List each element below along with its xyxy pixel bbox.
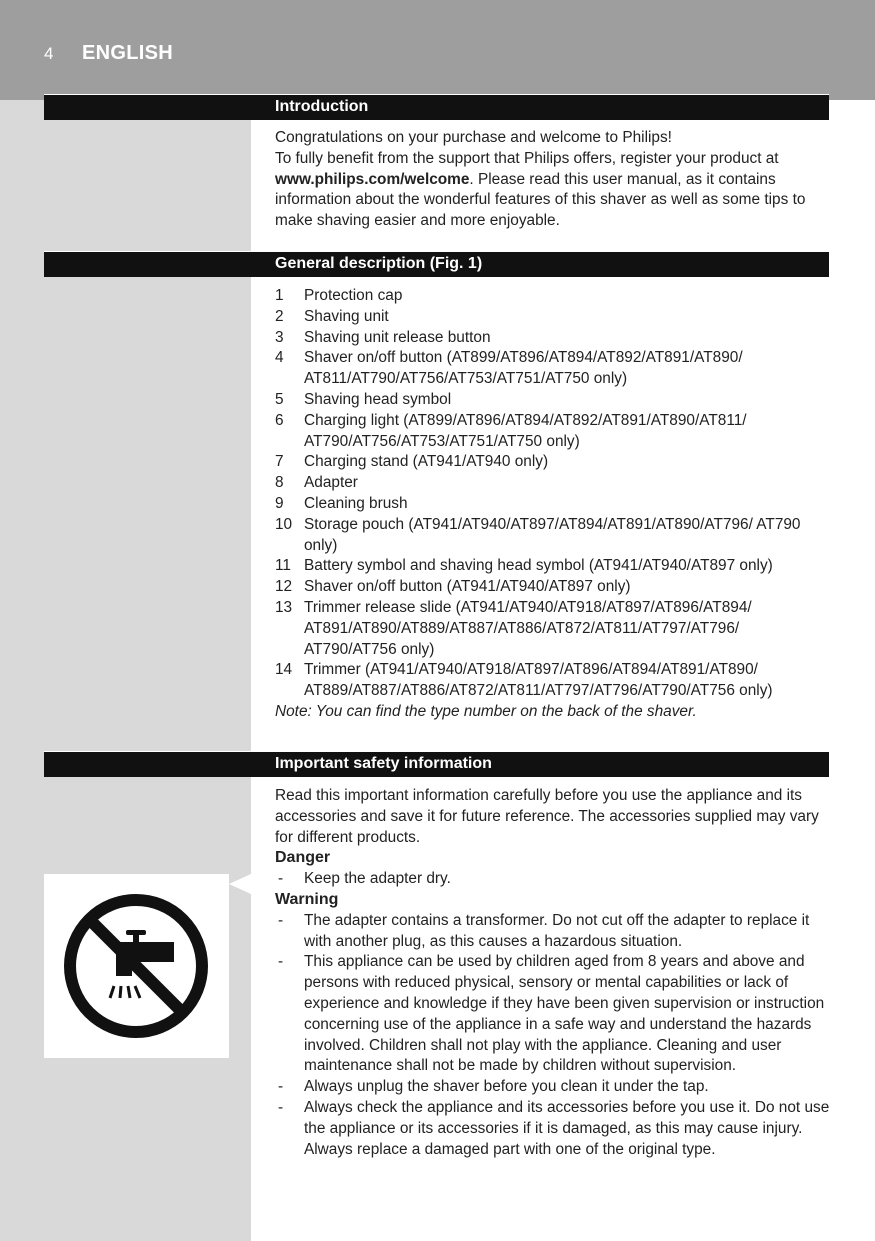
item-number: 8 (275, 474, 284, 492)
list-item (275, 660, 835, 702)
item-number: 5 (275, 390, 284, 408)
item-text: Shaver on/off button (AT899/AT896/AT894/AT892/AT891/AT890/ AT811/AT790/AT756/AT753/AT751/AT750 only) (304, 349, 743, 388)
list-item (275, 307, 835, 328)
no-water-warning-figure (44, 874, 229, 1058)
item-text: Protection cap (304, 287, 403, 304)
no-water-tap-icon (44, 874, 229, 1058)
bullet-text: This appliance can be used by children aged from 8 years and above and persons with reduced physical, sensory or mental capabilities or lack of experience and knowledge if they have been given supervision or instruction concerning use of the appliance in a safe way and understand the hazards involved. Children shall not play with the appliance. Cleaning and user maintenance shall not be made by children without supervision. (304, 953, 825, 1075)
item-text: Shaving unit release button (304, 328, 491, 346)
safety-text (275, 786, 835, 1160)
section-title: Introduction (275, 98, 369, 115)
list-item (275, 494, 835, 515)
item-number: 13 (275, 598, 293, 616)
dash-bullet: - (278, 1098, 284, 1116)
item-number: 6 (275, 411, 284, 429)
figure-pointer (229, 874, 251, 894)
intro-paragraph (275, 149, 835, 232)
philips-url-link[interactable]: www.philips.com/welcome (275, 170, 470, 188)
list-item (275, 286, 835, 307)
section-heading-general-description (44, 251, 829, 277)
section-title: General description (Fig. 1) (275, 255, 483, 272)
intro-text-pre: To fully benefit from the support that Philips offers, register your product at (275, 149, 779, 167)
list-item (275, 390, 835, 411)
safety-intro: Read this important information carefully before you use the appliance and its accessories and save it for future reference. The accessories supplied may vary for different products. (275, 787, 819, 846)
dash-bullet: - (278, 1078, 284, 1096)
dash-bullet: - (278, 911, 284, 929)
bullet-item (275, 1098, 835, 1160)
list-item (275, 411, 835, 453)
item-text: Cleaning brush (304, 494, 408, 512)
item-number: 11 (275, 557, 291, 575)
item-text: Charging stand (AT941/AT940 only) (304, 453, 549, 471)
list-item (275, 452, 835, 473)
list-item (275, 598, 835, 660)
item-number: 9 (275, 494, 284, 512)
item-number: 7 (275, 453, 284, 471)
item-number: 2 (275, 307, 284, 325)
dash-bullet: - (278, 953, 284, 971)
intro-text-post: . Please read this user manual, as it contains information about the wonderful features of this shaver as well as some tips to make shaving easier and more enjoyable. (275, 170, 806, 230)
general-description-list (275, 286, 835, 723)
item-text: Storage pouch (AT941/AT940/AT897/AT894/AT891/AT890/AT796/ AT790 only) (304, 515, 801, 554)
item-text: Shaver on/off button (AT941/AT940/AT897 only) (304, 578, 631, 596)
bullet-text: Always unplug the shaver before you clean it under the tap. (304, 1078, 709, 1096)
bullet-item (275, 952, 835, 1077)
item-text: Battery symbol and shaving head symbol (AT941/AT940/AT897 only) (304, 557, 773, 575)
intro-text (275, 128, 835, 232)
bullet-item (275, 869, 835, 890)
warning-title: Warning (275, 890, 339, 908)
list-item (275, 348, 835, 390)
bullet-text: Keep the adapter dry. (304, 870, 451, 888)
page-header (0, 0, 875, 100)
item-number: 4 (275, 349, 284, 367)
list-item (275, 556, 835, 577)
list-item (275, 473, 835, 494)
bullet-text: Always check the appliance and its accessories before you use it. Do not use the appliance or its accessories if it is damaged, as this may cause injury. Always replace a damaged part with one of the original type. (304, 1098, 830, 1158)
bullet-item (275, 911, 835, 953)
item-number: 12 (275, 578, 293, 596)
item-number: 14 (275, 661, 293, 679)
list-item (275, 328, 835, 349)
item-text: Shaving unit (304, 307, 389, 325)
item-text: Trimmer release slide (AT941/AT940/AT918/AT897/AT896/AT894/ AT891/AT890/AT889/AT887/AT886/AT872/AT811/AT797/AT796/ AT790/AT756 only) (304, 598, 752, 658)
section-heading-safety (44, 751, 829, 777)
intro-line: Congratulations on your purchase and welcome to Philips! (275, 129, 672, 146)
type-number-note: Note: You can find the type number on the back of the shaver. (275, 702, 697, 720)
section-heading-introduction (44, 94, 829, 120)
language-label: ENGLISH (82, 42, 173, 64)
section-title: Important safety information (275, 755, 492, 772)
item-text: Adapter (304, 474, 358, 492)
item-number: 1 (275, 287, 284, 304)
dash-bullet: - (278, 870, 284, 888)
item-number: 3 (275, 328, 284, 346)
item-text: Shaving head symbol (304, 390, 452, 408)
item-number: 10 (275, 515, 293, 533)
list-item (275, 515, 835, 557)
bullet-item (275, 1077, 835, 1098)
page-number: 4 (44, 44, 54, 63)
list-item (275, 577, 835, 598)
item-text: Charging light (AT899/AT896/AT894/AT892/AT891/AT890/AT811/ AT790/AT756/AT753/AT751/AT750 only) (304, 411, 747, 450)
danger-title: Danger (275, 849, 331, 867)
bullet-text: The adapter contains a transformer. Do not cut off the adapter to replace it with another plug, as this causes a hazardous situation. (304, 911, 810, 950)
item-text: Trimmer (AT941/AT940/AT918/AT897/AT896/AT894/AT891/AT890/ AT889/AT887/AT886/AT872/AT811/AT797/AT796/AT790/AT756 only) (304, 661, 773, 700)
